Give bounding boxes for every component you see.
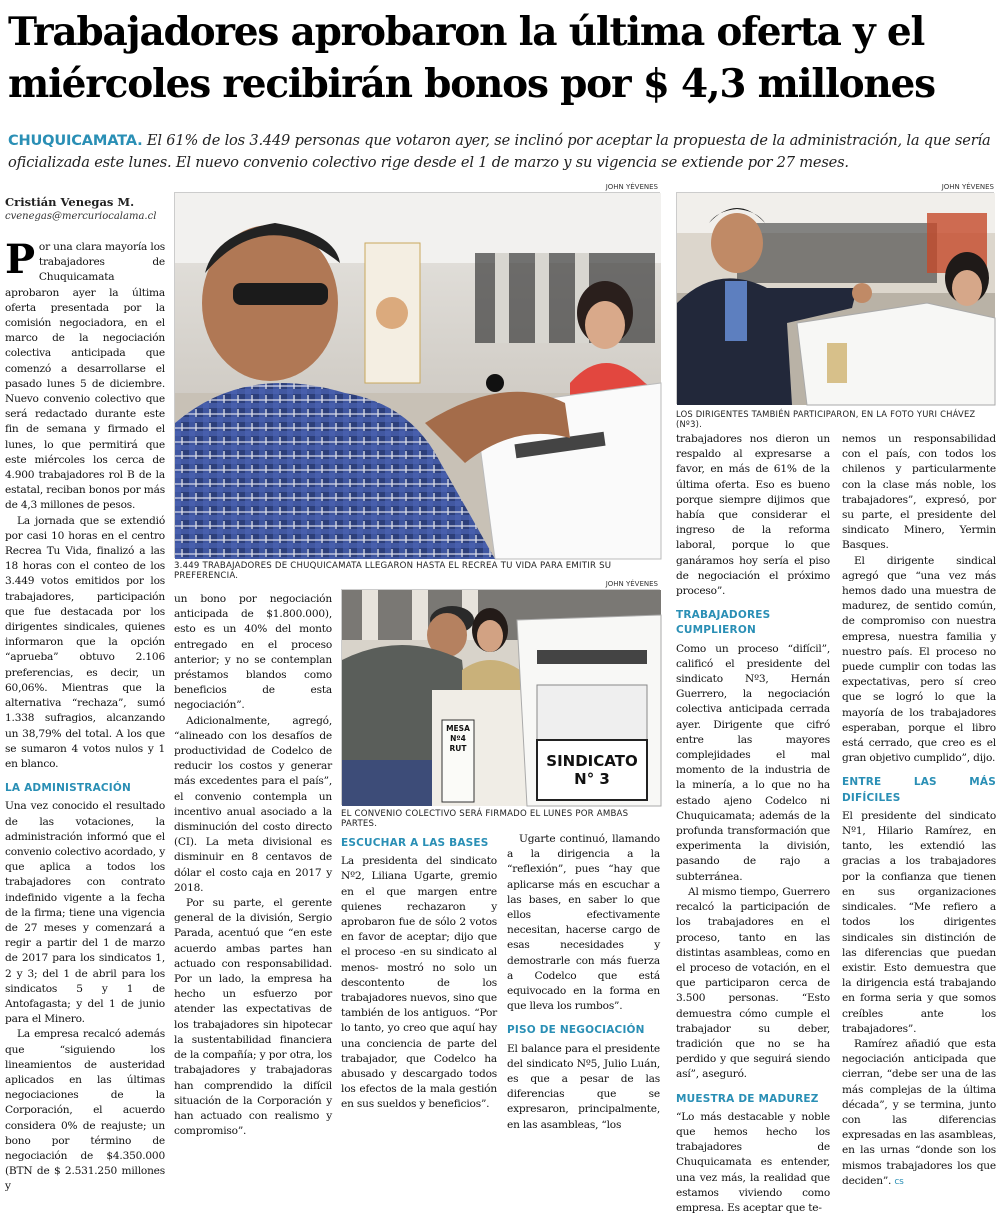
author-name: Cristián Venegas M. xyxy=(5,195,135,209)
col5-paragraph-1: Como un proceso “difícil”, calificó el presidente del sindicato Nº3, Hernán Guerrero, la negociación colectiva anticipada cerrada ayer. Dirigente que cifró entre las mayores complejidades el mal momento de la industria de la minería, a lo que no ha estado ajeno Codelco ni Chuquicamata; además de la profunda transformación que experimenta la división, pasando de rajo a subterránea. xyxy=(676,642,830,883)
sign-mesa xyxy=(443,724,473,754)
main-photo-credit: JOHN YÉVENES xyxy=(605,183,658,191)
col6-paragraph-4-text: Ramírez añadió que esta negociación anticipada que cierran, “debe ser una de las más complejas de la última década”, y se termina, junto con las diferencias expresadas en las asambleas, en las urnas “donde son los mismos trabajadores los que deciden”. xyxy=(842,1037,996,1187)
main-photo-image xyxy=(175,193,661,559)
column-3 xyxy=(341,832,497,1111)
headline: Trabajadores aprobaron la última oferta y el miércoles recibirán bonos por $ 4,3 millones xyxy=(8,9,935,107)
subheading-la-administracion: LA ADMINISTRACIÓN xyxy=(5,782,132,795)
col5-paragraph-3: “Lo más destacable y noble que hemos hecho los trabajadores de Chuquicamata es entender, una vez más, la realidad que estamos viviendo como empresa. Es aceptar que te- xyxy=(676,1110,830,1214)
dropcap: P xyxy=(5,236,35,283)
sign-sindicato-number: N° 3 xyxy=(574,770,610,788)
col6-paragraph-2: El dirigente sindical agregó que “una vez más hemos dado una muestra de madurez, de sentido común, de compromiso con nuestra empresa, nuestra familia y nuestro país. El proceso no puede cumplir con todas las expectativas, pero sí creo que se logró lo que la mayoría de los trabajadores esperaban, porque el libro está cerrado, que creo es el gran objetivo cumplido”, dijo. xyxy=(842,554,996,765)
sign-sindicato xyxy=(539,752,645,788)
sign-mesa-rut: RUT xyxy=(449,744,467,753)
column-5 xyxy=(676,432,830,1214)
lede-text: El 61% de los 3.449 personas que votaron ayer, se inclinó por aceptar la propuesta de la administración, la que sería oficializada este lunes. El nuevo convenio colectivo rige desde el 1 de marzo y su vigencia se extiende por 27 meses. xyxy=(8,132,991,171)
main-photo-caption: 3.449 TRABAJADORES DE CHUQUICAMATA LLEGARON HASTA EL RECREA TU VIDA PARA EMITIR SU PREFERENCIA. xyxy=(174,561,612,581)
end-mark: cs xyxy=(894,1176,904,1187)
column-1 xyxy=(5,236,165,1193)
sign-sindicato-label: SINDICATO xyxy=(546,752,638,770)
right-photo-image xyxy=(677,193,995,405)
column-2 xyxy=(174,592,332,1138)
col6-paragraph-1: nemos un responsabilidad con el país, con todos los chilenos y particularmente con la clase más noble, los trabajadores”, expresó, por su parte, el presidente del sindicato Minero, Yermin Basques. xyxy=(842,433,996,552)
author-email: cvenegas@mercuriocalama.cl xyxy=(5,211,157,222)
subheading-muestra-de-madurez: MUESTRA DE MADUREZ xyxy=(676,1092,819,1105)
lede xyxy=(8,130,993,174)
subheading-escuchar-a-las-bases: ESCUCHAR A LAS BASES xyxy=(341,837,489,849)
subheading-piso-de-negociacion: PISO DE NEGOCIACIÓN xyxy=(507,1024,645,1037)
col1-paragraph-2: La jornada que se extendió por casi 10 horas en el centro Recrea Tu Vida, finalizó a las 18 horas con el conteo de los 3.449 votos emitidos por los trabajadores, participación que fue destacada por los dirigentes sindicales, quienes informaron que la opción “aprueba” obtuvo 2.106 preferencias, es decir, un 60,06%. Mientras que la alternativa “rechaza”, sumó 1.338 sufragios, alcanzando un 38,79% del total. A los que se sumaron 4 votos nulos y 1 en blanco. xyxy=(5,514,165,770)
col4-paragraph-1: Ugarte continuó, llamando a la dirigencia a la “reflexión”, pues “hay que aplicarse más en escuchar a las bases, en saber lo que ellos efectivamente necesitan, hacerse cargo de esas necesidades y demostrarle con más fuerza a Codelco que está equivocado en la forma en que lleva los rumbos”. xyxy=(507,833,660,1013)
sign-mesa-number: MESA Nº4 xyxy=(446,724,470,743)
col5-paragraph-2: Al mismo tiempo, Guerrero recalcó la participación de los trabajadores en el proceso, tanto en las distintas asambleas, como en el proceso de votación, en el que participaron cerca de 3.500 personas. “Esto demuestra cómo cumple el trabajador su deber, tradición que no se ha perdido y que seguirá siendo así”, aseguró. xyxy=(676,885,830,1081)
col1-paragraph-4: La empresa recalcó además que “siguiendo los lineamientos de austeridad aplicados en las últimas negociaciones de la Corporación, el acuerdo considera 0% de reajuste; un bono por término de negociación de $4.350.000 (BTN de $ 2.531.250 millones y xyxy=(5,1028,165,1193)
column-6 xyxy=(842,432,996,1187)
col3-paragraph-1: La presidenta del sindicato Nº2, Liliana Ugarte, gremio en el que margen entre quienes rechazaron y aprobaron fue de sólo 2 votos en favor de aceptar; dijo que el proceso -en su sindicato al menos- mostró no solo un descontento de los trabajadores nuevos, sino que también de los antiguos. “Por lo tanto, yo creo que aquí hay una conciencia de parte del trabajador, que Codelco ha abusado y descargado todos los efectos de la mala gestión en sus sueldos y beneficios”. xyxy=(341,855,497,1111)
col1-paragraph-1-text: or una clara mayoría los trabajadores de Chuquicamata aprobaron ayer la última oferta presentada por la comisión negociadora, en el marco de la negociación colectiva anticipada que comenzó a desarrollarse el pasado lunes 5 de diciembre. Nuevo convenio colectivo que será redactado durante este fin de semana y firmado el lunes, lo que permitirá que este miércoles los cerca de 4.900 trabajadores rol B de la estatal, reciban bonos por más de 4,3 millones de pesos. xyxy=(5,241,165,512)
col4-paragraph-2: El balance para el presidente del sindicato Nº5, Julio Luán, es que a pesar de las diferencias que se expresaron, principalmente, en las asambleas, “los xyxy=(507,1042,660,1131)
column-4 xyxy=(507,832,660,1131)
bottom-photo-credit: JOHN YÉVENES xyxy=(605,580,658,588)
right-photo-credit: JOHN YÉVENES xyxy=(941,183,994,191)
right-photo xyxy=(676,192,994,404)
col2-paragraph-1: un bono por negociación anticipada de $1.800.000), esto es un 40% del monto entregado en el proceso anterior; y no se contemplan préstamos blandos como beneficios de esta negociación”. xyxy=(174,593,332,712)
col1-paragraph-1 xyxy=(5,236,165,514)
subheading-trabajadores-cumplieron: TRABAJADORES CUMPLIERON xyxy=(676,609,771,637)
bottom-photo-caption: EL CONVENIO COLECTIVO SERÁ FIRMADO EL LUNES POR AMBAS PARTES. xyxy=(341,809,629,829)
col1-paragraph-3: Una vez conocido el resultado de las votaciones, la administración informó que el convenio colectivo acordado, y que aplica a todos los trabajadores con contrato indefinido vigente a la fecha de la firma; tiene una vigencia de 27 meses y comenzará a regir a partir del 1 de marzo de 2017 para los sindicatos 1, 2 y 3; del 1 de abril para los sindicatos 5 y 1 de Antofagasta; y del 1 de junio para el Minero. xyxy=(5,800,165,1026)
lede-kicker: CHUQUICAMATA. xyxy=(8,132,143,149)
main-photo xyxy=(174,192,660,558)
col2-paragraph-3: Por su parte, el gerente general de la división, Sergio Parada, acentuó que “en este acuerdo ambas partes han actuado con responsabilidad. Por un lado, la empresa ha hecho un esfuerzo por atender las expectativas de los trabajadores sin hipotecar la sustentabilidad financiera de la compañía; y por otra, los trabajadores y trabajadoras han comprendido la difícil situación de la Corporación y han actuado con realismo y compromiso”. xyxy=(174,897,332,1138)
col6-paragraph-3: El presidente del sindicato Nº1, Hilario Ramírez, en tanto, les extendió las gracias a los trabajadores por la confianza que tienen en sus organizaciones sindicales. “Me refiero a todos los dirigentes sindicales sin distinción de las diferencias que puedan existir. Esto demuestra que la dirigencia está trabajando en forma seria y que somos creíbles ante los trabajadores”. xyxy=(842,809,996,1035)
col5-continuation: trabajadores nos dieron un respaldo al expresarse a favor, en más de 61% de la última oferta. Eso es bueno porque siempre dijimos que había que considerar el ingreso de la reforma laboral, porque lo que ganáramos hoy sería el piso de negociación el próximo proceso”. xyxy=(676,433,830,598)
bottom-photo xyxy=(341,589,660,805)
col2-paragraph-2: Adicionalmente, agregó, “alineado con los desafíos de productividad de Codelco de reducir los costos y generar más excedentes para el país”, el convenio contempla un incentivo anual asociado a la disminución del costo directo (CI). La meta divisional es disminuir en 8 centavos de dólar el costo caja en 2017 y 2018. xyxy=(174,714,332,894)
subheading-entre-las-mas-dificiles: ENTRE LAS MÁS DIFÍCILES xyxy=(842,776,996,804)
right-photo-caption: LOS DIRIGENTES TAMBIÉN PARTICIPARON, EN LA FOTO YURI CHÁVEZ (Nº3). xyxy=(676,409,976,429)
col6-paragraph-4 xyxy=(842,1037,996,1190)
